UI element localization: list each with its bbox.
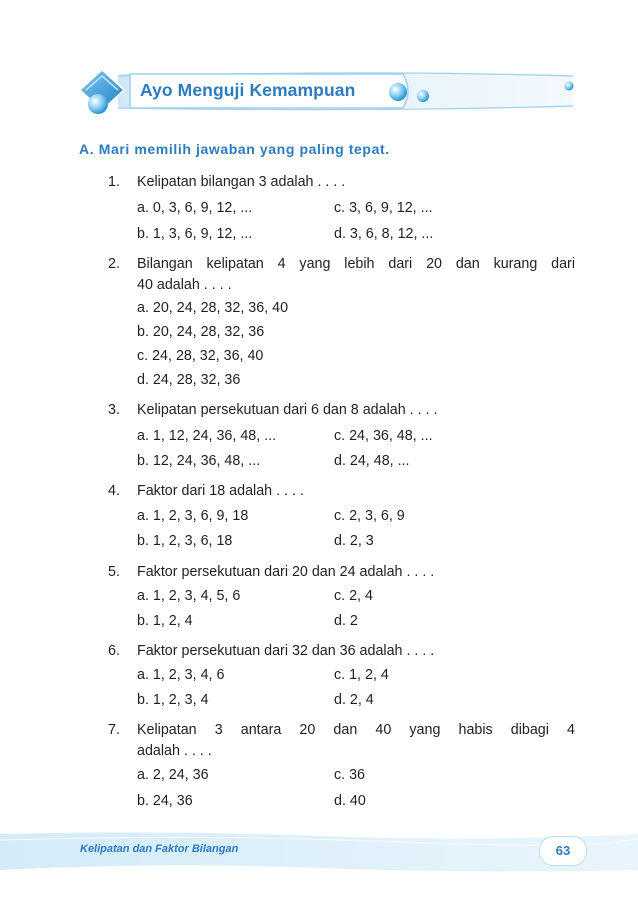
question-text: Kelipatan 3 antara 20 dan 40 yang habis dibagi 4	[137, 722, 575, 738]
question-text: Faktor persekutuan dari 32 dan 36 adalah . . . .	[137, 643, 435, 659]
option-b: b. 1, 2, 3, 6, 18	[137, 533, 233, 549]
question-text-cont: adalah . . . .	[137, 743, 212, 759]
question-number: 4.	[108, 483, 120, 499]
option-d: d. 2, 4	[334, 692, 374, 708]
option-b: b. 1, 3, 6, 9, 12, ...	[137, 226, 253, 242]
option-a: a. 0, 3, 6, 9, 12, ...	[137, 200, 253, 216]
option-c: c. 24, 28, 32, 36, 40	[137, 348, 264, 364]
question-number: 5.	[108, 564, 120, 580]
option-c: c. 1, 2, 4	[334, 667, 389, 683]
option-b: b. 1, 2, 4	[137, 613, 193, 629]
option-a: a. 20, 24, 28, 32, 36, 40	[137, 300, 289, 316]
question-number: 7.	[108, 722, 120, 738]
option-a: a. 1, 2, 3, 4, 5, 6	[137, 588, 241, 604]
footer-chapter-title: Kelipatan dan Faktor Bilangan	[80, 843, 239, 855]
option-b: b. 20, 24, 28, 32, 36	[137, 324, 265, 340]
option-a: a. 1, 2, 3, 4, 6	[137, 667, 225, 683]
option-a: a. 1, 12, 24, 36, 48, ...	[137, 428, 277, 444]
option-c: c. 2, 3, 6, 9	[334, 508, 405, 524]
option-d: d. 24, 48, ...	[334, 453, 410, 469]
option-b: b. 24, 36	[137, 793, 193, 809]
question-text: Faktor dari 18 adalah . . . .	[137, 483, 304, 499]
section-heading: A. Mari memilih jawaban yang paling tepat.	[79, 141, 390, 157]
question-text: Kelipatan bilangan 3 adalah . . . .	[137, 174, 346, 190]
option-a: a. 1, 2, 3, 6, 9, 18	[137, 508, 249, 524]
question-text: Bilangan kelipatan 4 yang lebih dari 20 dan kurang dari	[137, 256, 575, 272]
option-a: a. 2, 24, 36	[137, 767, 209, 783]
option-d: d. 3, 6, 8, 12, ...	[334, 226, 434, 242]
option-d: d. 2	[334, 613, 358, 629]
option-b: b. 1, 2, 3, 4	[137, 692, 209, 708]
option-d: d. 24, 28, 32, 36	[137, 372, 241, 388]
question-text: Faktor persekutuan dari 20 dan 24 adalah . . . .	[137, 564, 435, 580]
option-d: d. 2, 3	[334, 533, 374, 549]
option-d: d. 40	[334, 793, 366, 809]
question-number: 3.	[108, 402, 120, 418]
question-number: 2.	[108, 256, 120, 272]
banner-title: Ayo Menguji Kemampuan	[140, 80, 356, 100]
option-c: c. 36	[334, 767, 365, 783]
page-number: 63	[539, 836, 587, 866]
option-c: c. 24, 36, 48, ...	[334, 428, 433, 444]
option-b: b. 12, 24, 36, 48, ...	[137, 453, 261, 469]
question-number: 6.	[108, 643, 120, 659]
option-c: c. 2, 4	[334, 588, 373, 604]
option-c: c. 3, 6, 9, 12, ...	[334, 200, 433, 216]
question-text: Kelipatan persekutuan dari 6 dan 8 adalah . . . .	[137, 402, 438, 418]
question-number: 1.	[108, 174, 120, 190]
question-text-cont: 40 adalah . . . .	[137, 277, 232, 293]
